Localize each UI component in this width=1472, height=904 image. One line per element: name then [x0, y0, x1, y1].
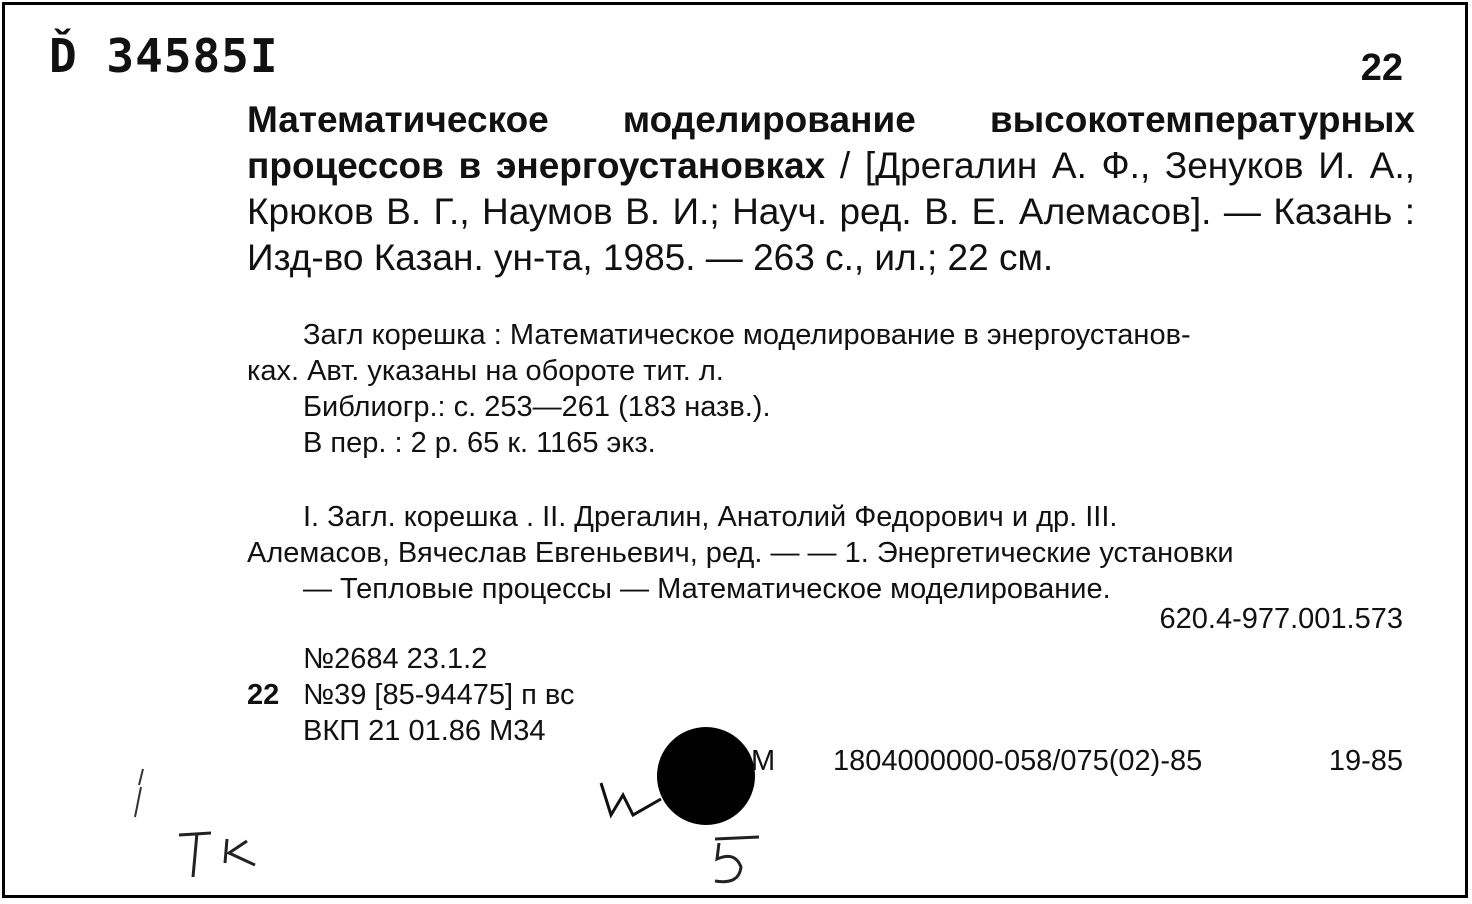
tracing-block: [247, 499, 1415, 607]
accession-line: ВКП 21 01.86 М34: [303, 715, 546, 747]
stamp-number: Ď 34585I: [49, 29, 279, 83]
accession-line: №39 [85-94475] п вс: [303, 679, 575, 711]
card-number: 22: [1360, 47, 1403, 89]
handwritten-tk-signature: [175, 825, 265, 885]
handwritten-check-mark: [597, 775, 667, 825]
title-rest: / [Дрегалин А. Ф., Зенуков И. А., Крюков В. Г., Наумов В. И.; Науч. ред. В. Е. Алемасов]. — Казань : Изд-во Казан. ун-та, 1985. — 263 с., ил.; 22 см.: [247, 145, 1416, 278]
note-line: Библиогр.: с. 253—261 (183 назв.).: [303, 391, 771, 423]
note-line: В пер. : 2 р. 65 к. 1165 экз.: [303, 427, 656, 459]
pencil-tick-mark: [125, 765, 155, 825]
udc-code: 620.4-977.001.573: [1159, 603, 1403, 635]
catalog-card: [2, 2, 1468, 898]
accession-block: [247, 641, 575, 749]
note-line: ках. Авт. указаны на обороте тит. л.: [247, 355, 724, 387]
tracing-line: I. Загл. корешка . II. Дрегалин, Анатолий Федорович и др. III.: [303, 501, 1118, 533]
note-line: Загл корешка : Математическое моделирование в энергоустанов-: [303, 319, 1191, 351]
accession-line: №2684 23.1.2: [303, 643, 488, 675]
tracing-line: Алемасов, Вячеслав Евгеньевич, ред. — — 1. Энергетические установки: [247, 537, 1234, 569]
tracing-line: — Тепловые процессы — Математическое моделирование.: [303, 573, 1111, 605]
title-bold: Математическое моделирование высокотемпературных процессов в энергоустановках: [247, 99, 1415, 186]
notes-block: [247, 317, 1415, 461]
title-entry: [247, 97, 1415, 281]
year-code: 19-85: [1328, 745, 1403, 777]
accession-lead: 22: [247, 679, 280, 711]
punch-hole: [657, 727, 755, 825]
isbn-code: 1804000000-058/075(02)-85: [833, 745, 1203, 777]
handwritten-digit-5: [705, 833, 765, 893]
hole-caption: М: [751, 745, 776, 777]
